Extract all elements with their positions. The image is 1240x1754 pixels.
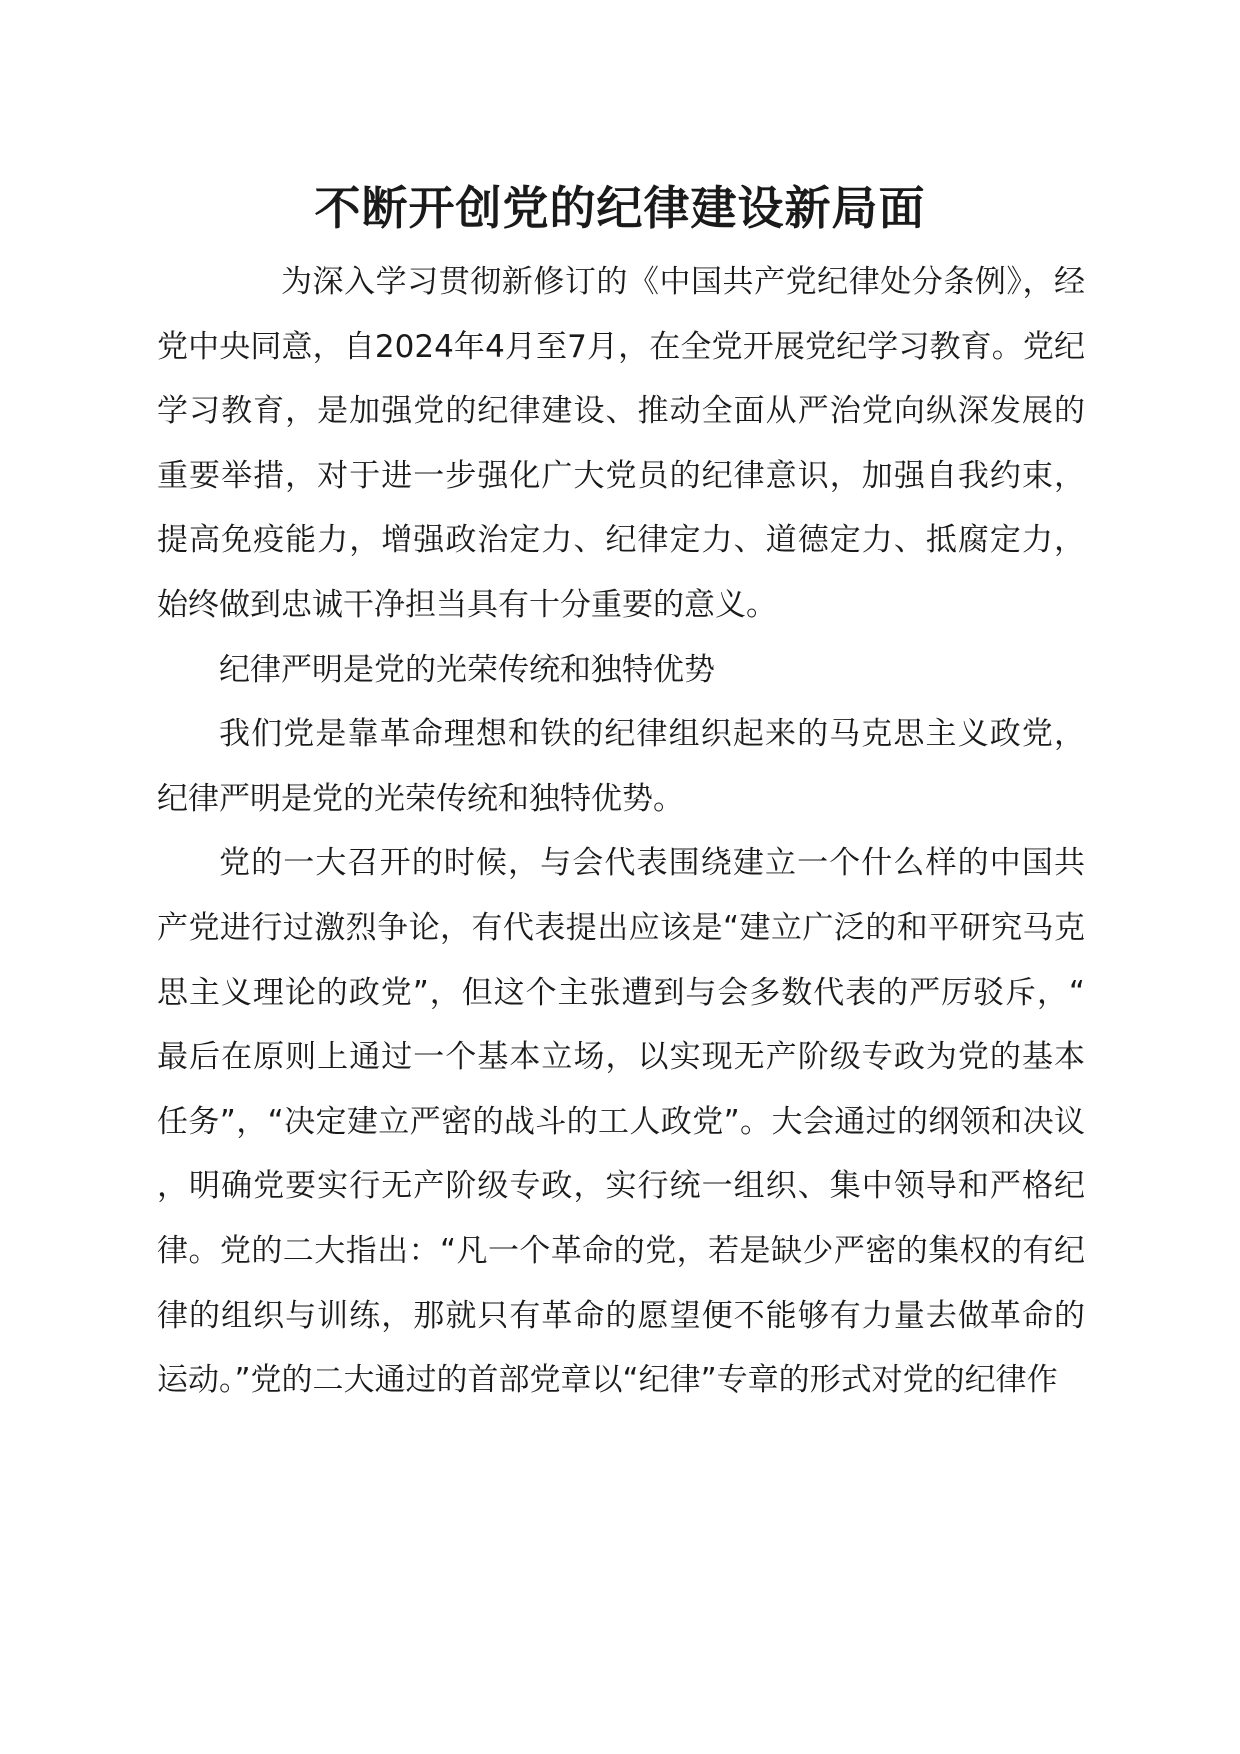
document-body (157, 250, 1085, 1413)
section-heading: 纪律严明是党的光荣传统和独特优势 (219, 651, 715, 688)
paragraph-intro: 为深入学习贯彻新修订的《中国共产党纪律处分条例》，经党中央同意，自2024年4月至7月，在全党开展党纪学习教育。党纪学习教育，是加强党的纪律建设、推动全面从严治党向纵深发展的重要举措，对于进一步强化广大党员的纪律意识，加强自我约束，提高免疫能力，增强政治定力、纪律定力、道德定力、抵腐定力，始终做到忠诚干净担当具有十分重要的意义。 (157, 264, 1085, 623)
paragraph-party-discipline: 我们党是靠革命理想和铁的纪律组织起来的马克思主义政党，纪律严明是党的光荣传统和独特优势。 (157, 716, 1085, 817)
document-title: 不断开创党的纪律建设新局面 (314, 181, 926, 235)
paragraph-first-congress: 党的一大召开的时候，与会代表围绕建立一个什么样的中国共产党进行过激烈争论，有代表提出应该是“建立广泛的和平研究马克思主义理论的政党”，但这个主张遭到与会多数代表的严厉驳斥，“最后在原则上通过一个基本立场，以实现无产阶级专政为党的基本任务”，“决定建立严密的战斗的工人政党”。大会通过的纲领和决议，明确党要实行无产阶级专政，实行统一组织、集中领导和严格纪律。党的二大指出：“凡一个革命的党，若是缺少严密的集权的有纪律的组织与训练，那就只有革命的愿望便不能够有力量去做革命的运动。”党的二大通过的首部党章以“纪律”专章的形式对党的纪律作 (157, 845, 1085, 1399)
